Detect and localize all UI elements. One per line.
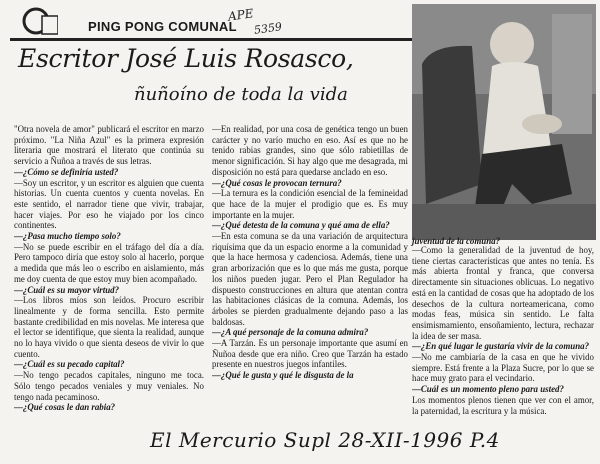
interview-paragraph: —A Tarzán. Es un personaje importante que asumí en Ñuñoa desde que era niño. Creo que Tarzán ha estado presente en nuestros juegos infantiles.	[212, 338, 408, 370]
headline: Escritor José Luis Rosasco,	[18, 44, 354, 73]
interview-paragraph: —La ternura es la condición esencial de la femineidad que hace de la mujer el prodigio que es. Es muy importante en la mujer.	[212, 188, 408, 220]
portrait-photo-graphic	[412, 4, 596, 240]
ping-pong-logo-icon	[22, 6, 58, 36]
article-column-3	[412, 245, 594, 441]
interview-paragraph: "Otra novela de amor" publicará el escritor en marzo próximo. "La Niña Azul" es la primera expresión literaria que mostrará el literato que continúa su servicio a Ñuñoa a través de sus letras.	[14, 124, 204, 167]
subheadline: ñuñoíno de toda la vida	[134, 84, 348, 105]
interview-question: —¿Cómo se definiría usted?	[14, 166, 119, 177]
handwritten-code: APE	[227, 6, 255, 24]
interview-paragraph: —No se puede escribir en el tráfago del día a día. Pero tampoco diría que estoy solo al hacerlo, porque a medida que más leo o escribo en aislamiento, más me doy cuenta de que estoy muy bien acompañado.	[14, 241, 204, 284]
interview-paragraph: —Como la generalidad de la juventud de hoy, tiene ciertas características que antes no tenía. Es más abierta frontal y franca, que conversa directamente sin situaciones oblicuas. Lo negativo está en la cantidad de cosas que ha adoptado de los desechos de la cultura norteamericana, como modas feas, música sin sentido. Le falta ensimismamiento, ensoñamiento, lectura, rechazar la idea de ser masa.	[412, 245, 594, 341]
interview-paragraph: —En esta comuna se da una variación de arquitectura riquísima que da un espacio enorme a la comunidad y que la hace hermosa y cadenciosa. Además, tiene una gran arborización que es lo que más me gusta, porque los niños pueden jugar. Pero el Plan Regulador ha dispuesto construcciones en altura que atentan contra las habitaciones clásicas de la comuna. Además, los árboles se pierden gradualmente dejando paso a las baldosas.	[212, 231, 408, 327]
interview-question: —¿Qué detesta de la comuna y qué ama de ella?	[212, 220, 390, 231]
portrait-photo	[412, 4, 596, 240]
interview-paragraph: —No tengo pecados capitales, ninguno me toca. Sólo tengo pecados veniales y muy veniales. No tengo nada pecaminoso.	[14, 370, 204, 402]
column-3-question-lead: juventud de la comuna?	[412, 236, 501, 246]
interview-question: —¿Qué le gusta y qué le disgusta de la	[212, 370, 354, 381]
interview-question: —¿Qué cosas le provocan ternura?	[212, 177, 342, 188]
interview-paragraph: —En realidad, por una cosa de genética tengo un buen carácter y no varío mucho en eso. Así es que no he tenido rabias grandes, sino que sólo rabietillas de menor significación. Si hay algo que me desagrada, mi disposición no está para quedarse anclado en eso.	[212, 124, 408, 177]
interview-question: —¿Qué cosas le dan rabia?	[14, 402, 116, 413]
article-column-1	[14, 124, 204, 434]
interview-question: —¿En qué lugar le gustaría vivir de la comuna?	[412, 341, 590, 352]
interview-question: —Cuál es un momento pleno para usted?	[412, 384, 564, 395]
section-label: PING PONG COMUNAL	[88, 19, 237, 34]
article-column-2	[212, 124, 408, 419]
header-rule	[10, 38, 412, 41]
interview-question: —¿A qué personaje de la comuna admira?	[212, 327, 369, 338]
handwritten-source-note: El Mercurio Supl 28-XII-1996 P.4	[150, 428, 500, 452]
interview-question: —¿Pasa mucho tiempo solo?	[14, 231, 121, 242]
interview-paragraph: —Soy un escritor, y un escritor es alguien que cuenta historias. Un cuenta cuentos y cuenta novelas. En este sentido, el narrador tiene que vivir, trabajar, hacer viajes. Por eso he viajado por los cinco continentes.	[14, 177, 204, 231]
interview-paragraph: Los momentos plenos tienen que ver con el amor, la paternidad, la escritura y la música.	[412, 394, 594, 416]
interview-question: —¿Cuál es su mayor virtud?	[14, 284, 120, 295]
interview-paragraph: —No me cambiaría de la casa en que he vivido siempre. Está frente a la Plaza Sucre, por lo que se hace muy grato para el vecindario.	[412, 352, 594, 384]
interview-question: —¿Cuál es su pecado capital?	[14, 359, 125, 370]
interview-paragraph: —Los libros míos son leídos. Procuro escribir linealmente y de forma sencilla. Esto permite bastante credibilidad en mis novelas. Me interesa que el lector se identifique, que sienta la realidad, aunque no lo haya vivido o que sienta deseos de vivir lo que cuento.	[14, 295, 204, 359]
handwritten-number: 5359	[253, 20, 283, 37]
